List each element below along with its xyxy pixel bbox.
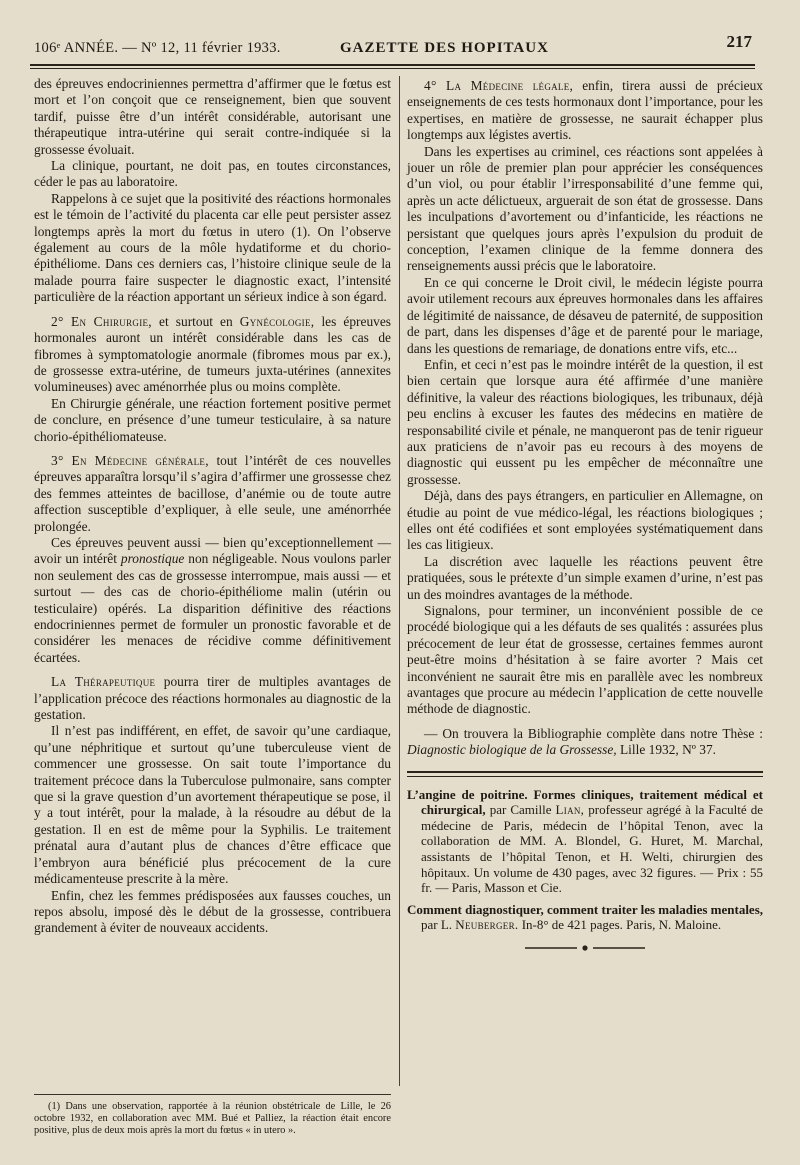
text-run: — On trouvera la Bibliographie complète dans notre Thèse : bbox=[424, 725, 763, 741]
end-ornament bbox=[407, 941, 763, 957]
text-run: enfin, tirera aussi de précieux enseignements de ces tests hormonaux dont l’importance, pour les expertises, en matière de grossesse, ne saurait échapper plus longtemps aux légistes avertis. bbox=[407, 78, 763, 143]
paragraph: La discrétion avec laquelle les réactions peuvent être pratiquées, sous le prétexte d’un simple examen d’urine, n’est pas un des moindres avantages de la méthode. bbox=[407, 553, 763, 602]
footnote-text: (1) Dans une observation, rapportée à la réunion obstétricale de Lille, le 26 octobre 1932, en collaboration avec MM. Bué et Palliez, la réaction était encore positive, plus de deux mois après la mort du fœtus « in utero ». bbox=[34, 1101, 391, 1137]
paragraph: En Chirurgie générale, une réaction fortement positive permet de conclure, en présence d’une tumeur testiculaire, à sa nature chorio-épithéliomateuse. bbox=[34, 395, 391, 444]
footnote-rule bbox=[34, 1094, 391, 1095]
book-entry bbox=[407, 902, 763, 933]
paragraph: En ce qui concerne le Droit civil, le médecin légiste pourra avoir utilement recours aux épreuves hormonales dans les affaires de légitimité de naissance, de désaveu de paternité, de supposition de part, dans les dispenses d’âge et de parenté pour le mariage, dans les questions de remariage, de donations entre vifs, etc... bbox=[407, 274, 763, 356]
section-medecine-legale bbox=[407, 78, 763, 144]
issue-info: 106ᵉ ANNÉE. — Nº 12, 11 février 1933. bbox=[34, 40, 281, 56]
section-heading: 2° En Chirurgie, bbox=[51, 313, 152, 329]
text-run: pourra tirer de multiples avantages de l’application précoce des réactions hormonales au diagnostic de la gestation. bbox=[34, 674, 391, 723]
text-run: par L. bbox=[421, 917, 456, 933]
italic-term: pronostique bbox=[120, 551, 185, 567]
left-column bbox=[34, 76, 391, 937]
book-title: L’angine de poitrine. Formes cliniques, traitement médical et chirurgical, bbox=[407, 786, 763, 818]
page-header bbox=[32, 30, 752, 60]
column-divider bbox=[399, 76, 400, 1086]
footnote bbox=[34, 1101, 391, 1138]
book-author: Neuberger. bbox=[455, 917, 519, 933]
ornament-rule-icon bbox=[525, 943, 645, 953]
journal-title: GAZETTE DES HOPITAUX bbox=[340, 40, 549, 56]
thesis-title: Diagnostic biologique de la Grossesse, bbox=[407, 742, 617, 758]
book-review-1 bbox=[407, 787, 763, 896]
section-heading: La Thérapeutique bbox=[51, 674, 156, 690]
section-chirurgie bbox=[34, 314, 391, 396]
section-rule bbox=[407, 771, 763, 773]
text-run: non négligeable. Nous voulons parler non seulement des cas de grossesse interrompue, mais aussi — et surtout — des cas de chorio-épithéliome malin (utérin ou testiculaire) opérés. La disparition définitive des réactions endocriniennes permet de formuler un pronostic favorable et de considérer les menaces de récidive comme définitivement écartées. bbox=[34, 551, 391, 665]
book-entry bbox=[407, 787, 763, 896]
text-run: Ces épreuves peuvent aussi — bien qu’exceptionnellement — avoir un intérêt bbox=[34, 534, 391, 567]
text-run: les épreuves hormonales auront un intérêt considérable dans les cas de fibromes à symptomatologie anormale (fibromes mous par ex.), de grossesse extra-utérine, de tumeurs juxta-utérines (annexites volumineuses) avec aménorrhée plus ou moins complète. bbox=[34, 313, 392, 395]
paragraph: Signalons, pour terminer, un inconvénient possible de ce procédé biologique qui a les défauts de ses qualités : assurées plus précocement de leur état de grossesse, certaines femmes auront peut-être moins d’hésitation à se faire avorter ? Mais cet inconvénient ne saurait être mis en parallèle avec les nombreux avantages que procure au médecin l’application de cette nouvelle méthode de diagnostic. bbox=[407, 603, 763, 717]
paragraph: des épreuves endocriniennes permettra d’affirmer que le fœtus est mort et l’on conçoit que ce renseignement, bien que souvent tardif, puisse être d’un intérêt considérable, autorisant une thérapeutique intra-utérine qui serait contre-indiquée si la grossesse évoluait. bbox=[34, 76, 391, 157]
section-heading: 4° La Médecine légale, bbox=[424, 78, 574, 93]
paragraph: Déjà, dans des pays étrangers, en particulier en Allemagne, on étudie au point de vue médico-légal, les réactions biologiques ; elles ont été codifiées et sont employées systématiquement dans les cas litigieux. bbox=[407, 488, 763, 553]
text-run: Lille 1932, Nº 37. bbox=[616, 742, 717, 758]
paragraph: Enfin, et ceci n’est pas le moindre intérêt de la question, il est bien certain que lorsque aura été affirmée d’une manière définitive, la valeur des réactions biologiques, les tribunaux, déjà peu enclins à excuser les fautes des médecins en matière de responsabilité civile et pénale, ne manqueront pas de tenir rigueur aux praticiens de n’avoir pas eu recours à des moyens de diagnostic qui eussent pu les empêcher de méconnaître une grossesse. bbox=[407, 356, 763, 487]
book-author: Lian, bbox=[555, 802, 585, 818]
book-review-2 bbox=[407, 902, 763, 933]
header-rule bbox=[30, 64, 755, 66]
paragraph: Enfin, chez les femmes prédisposées aux fausses couches, un repos absolu, imposé dès le début de la grossesse, contribuera grandement à éviter de nouveaux accidents. bbox=[34, 887, 391, 936]
page-number: 217 bbox=[726, 32, 752, 51]
bibliography-note bbox=[407, 726, 763, 759]
section-therapeutique bbox=[34, 674, 391, 723]
header-rule-thin bbox=[30, 68, 755, 69]
text-run: tout l’intérêt de ces nouvelles épreuves apparaîtra lorsqu’il s’agira d’affirmer une grossesse chez des femmes atteintes de bacillose, d’anémie ou de toute autre affection susceptible d’expliquer, à elle seule, une aménorrhée prolongée. bbox=[34, 452, 391, 534]
section-rule-thin bbox=[407, 776, 763, 777]
book-title: Comment diagnostiquer, comment traiter les maladies mentales, bbox=[407, 901, 764, 917]
paragraph: La clinique, pourtant, ne doit pas, en toutes circonstances, céder le pas au laboratoire. bbox=[34, 158, 391, 190]
paragraph: Dans les expertises au criminel, ces réactions sont appelées à jouer un rôle de premier plan pour apprécier les conséquences d’un viol, ou pour établir l’irresponsabilité d’une femme qui, après un acte délictueux, arguerait de son état de grossesse. Dans les inculpations d’avortement ou d’infanticide, les réactions ne persistant que quelques jours après l’expulsion du produit de conception, l’examen clinique de la femme donnera des renseignements aussi précis que le laboratoire. bbox=[407, 143, 763, 274]
right-column bbox=[407, 78, 763, 957]
text-run: professeur agrégé à la Faculté de médecine de Paris, médecin de l’hôpital Tenon, avec la collaboration de MM. A. Blondel, G. Huret, M. Marchal, assistants de l’hôpital Tenon, et H. Welti, chirurgien des hôpitaux. Un volume de 430 pages, avec 32 figures. — Prix : 55 fr. — Paris, Masson et Cie. bbox=[421, 802, 763, 896]
paragraph: Il n’est pas indifférent, en effet, de savoir qu’une cardiaque, qu’une néphritique et surtout qu’une tuberculeuse vient de commencer une grossesse. On sait toute l’importance du traitement précoce dans la Tuberculose pulmonaire, sans compter que si la grave question d’un avortement thérapeutique se pose, il y a tout intérêt, pour la malade, à la résoudre au début de la gestation. Il en est de même pour la Syphilis. Le traitement prénatal aura d’autant plus de chances d’être efficace que l’embryon aura bénéficié plus précocement de la cure médicamenteuse prescrite à la mère. bbox=[34, 723, 391, 887]
section-heading: Gynécologie, bbox=[239, 313, 315, 329]
section-medecine bbox=[34, 453, 391, 535]
paragraph: Rappelons à ce sujet que la positivité des réactions hormonales est le témoin de l’activité du placenta car elle peut persister assez longtemps après la mort du fœtus in utero (1). On l’observe également au cours de la môle hydatiforme et du chorio-épithéliome. Dans ces derniers cas, l’histoire clinique seule de la malade pourra faire suspecter le diagnostic exact, l’intensité particulière de la réaction apportant un sérieux indice à son égard. bbox=[34, 190, 391, 305]
paragraph bbox=[34, 535, 391, 666]
text-run: In-8° de 421 pages. Paris, N. Maloine. bbox=[518, 917, 722, 933]
text-run: et surtout en bbox=[151, 313, 240, 329]
text-run: par Camille bbox=[485, 802, 556, 818]
section-heading: 3° En Médecine générale, bbox=[51, 452, 209, 468]
